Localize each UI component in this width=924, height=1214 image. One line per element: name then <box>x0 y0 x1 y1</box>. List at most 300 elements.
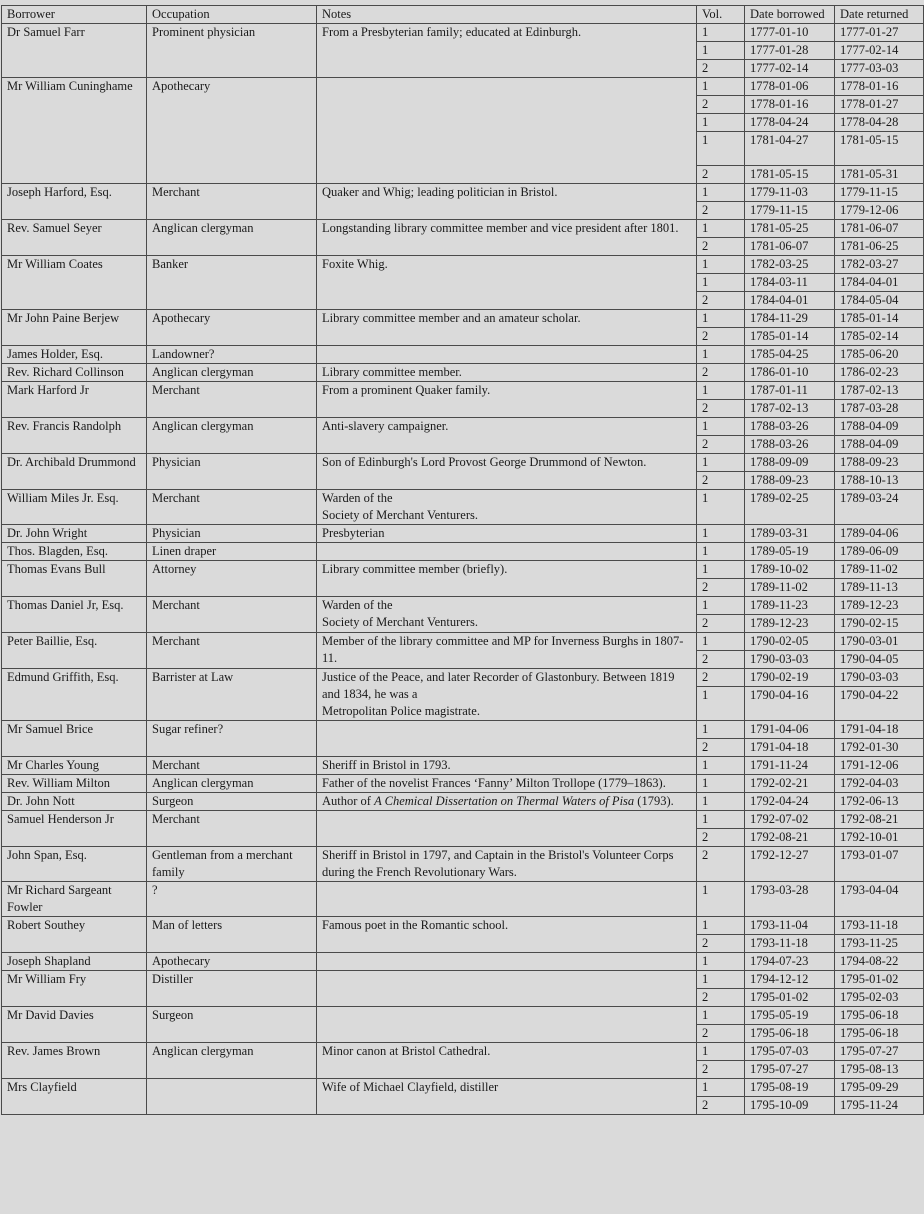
returned-value: 1795-07-27 <box>840 1044 899 1058</box>
borrowed-cell <box>745 310 835 346</box>
notes-cell: Anti-slavery campaigner. <box>317 418 697 454</box>
borrowed-value: 1781-05-25 <box>750 221 809 235</box>
borrowed-cell <box>745 917 835 953</box>
borrowed-value: 1779-11-03 <box>750 185 808 199</box>
vol-cell <box>697 418 745 454</box>
borrowed-value: 1777-01-28 <box>745 41 834 59</box>
returned-value: 1777-01-27 <box>840 25 899 39</box>
borrowed-list <box>745 811 834 846</box>
vol-value: 2 <box>697 95 744 113</box>
table-row <box>2 793 924 811</box>
returned-cell <box>835 633 924 669</box>
returned-list <box>835 669 923 720</box>
borrowed-value: 1792-08-21 <box>745 828 834 846</box>
vol-cell <box>697 310 745 346</box>
borrowed-cell: 1794-07-23 <box>745 953 835 971</box>
vol-value: 1 <box>697 113 744 131</box>
vol-cell <box>697 1007 745 1043</box>
returned-list <box>835 917 923 952</box>
borrower-cell: Mr William Coates <box>2 256 147 310</box>
returned-value: 1782-03-27 <box>840 257 899 271</box>
returned-value: 1777-02-14 <box>835 41 923 59</box>
borrower-cell: James Holder, Esq. <box>2 346 147 364</box>
notes-cell: Justice of the Peace, and later Recorder of Glastonbury. Between 1819 and 1834, he was a Metropolitan Police magistrate. <box>317 669 697 721</box>
table-row <box>2 78 924 184</box>
table-row <box>2 917 924 953</box>
borrowed-cell <box>745 382 835 418</box>
vol-cell <box>697 1043 745 1079</box>
occupation-cell: Surgeon <box>147 793 317 811</box>
borrower-cell: Dr. John Nott <box>2 793 147 811</box>
returned-value: 1792-08-21 <box>840 812 899 826</box>
borrowed-value: 1781-05-15 <box>745 165 834 183</box>
borrowed-cell <box>745 971 835 1007</box>
returned-value: 1789-11-13 <box>835 578 923 596</box>
vol-cell: 2 <box>697 847 745 882</box>
vol-value: 2 <box>697 578 744 596</box>
borrowed-value: 1784-03-11 <box>745 273 834 291</box>
vol-cell <box>697 256 745 310</box>
occupation-cell: Apothecary <box>147 953 317 971</box>
header-date-borrowed: Date borrowed <box>745 6 835 24</box>
notes-cell <box>317 953 697 971</box>
borrowed-list <box>745 310 834 345</box>
borrowed-value: 1782-03-25 <box>750 257 809 271</box>
header-occupation: Occupation <box>147 6 317 24</box>
vol-value: 1 <box>697 41 744 59</box>
returned-cell: 1789-03-24 <box>835 490 924 525</box>
vol-list <box>697 597 744 632</box>
returned-cell: 1793-04-04 <box>835 882 924 917</box>
table-row <box>2 847 924 882</box>
vol-cell <box>697 382 745 418</box>
returned-value: 1795-06-18 <box>835 1024 923 1042</box>
returned-value: 1795-09-29 <box>840 1080 899 1094</box>
returned-list <box>835 24 923 77</box>
returned-cell <box>835 1079 924 1115</box>
borrowed-value: 1795-01-02 <box>745 988 834 1006</box>
borrowed-cell <box>745 669 835 721</box>
borrowed-value: 1795-10-09 <box>745 1096 834 1114</box>
vol-cell: 1 <box>697 775 745 793</box>
vol-cell: 1 <box>697 490 745 525</box>
returned-value: 1790-04-05 <box>835 650 923 668</box>
vol-list <box>697 811 744 846</box>
vol-value: 2 <box>697 1024 744 1042</box>
vol-list <box>697 1043 744 1078</box>
returned-value: 1787-02-13 <box>840 383 899 397</box>
borrowed-cell: 1789-05-19 <box>745 543 835 561</box>
vol-value: 1 <box>702 562 709 576</box>
borrowed-cell <box>745 418 835 454</box>
borrower-cell: Mr Samuel Brice <box>2 721 147 757</box>
notes-cell: Sheriff in Bristol in 1797, and Captain in the Bristol's Volunteer Corps during the French Revolutionary Wars. <box>317 847 697 882</box>
borrowed-value: 1781-06-07 <box>745 237 834 255</box>
borrowed-value: 1789-11-23 <box>750 598 808 612</box>
borrower-cell: Mr William Cuninghame <box>2 78 147 184</box>
returned-list <box>835 597 923 632</box>
header-borrower: Borrower <box>2 6 147 24</box>
returned-list <box>835 721 923 756</box>
returned-value: 1788-04-09 <box>835 435 923 453</box>
borrowed-value: 1778-04-24 <box>745 113 834 131</box>
borrowed-value: 1790-02-05 <box>750 634 809 648</box>
returned-cell <box>835 917 924 953</box>
vol-cell: 1 <box>697 525 745 543</box>
returned-value: 1781-06-25 <box>835 237 923 255</box>
occupation-cell: Merchant <box>147 811 317 847</box>
vol-value: 1 <box>702 1080 709 1094</box>
borrowed-value: 1779-11-15 <box>745 201 834 219</box>
vol-value: 2 <box>697 165 744 183</box>
table-row <box>2 24 924 78</box>
occupation-cell: Merchant <box>147 633 317 669</box>
borrower-cell: Joseph Harford, Esq. <box>2 184 147 220</box>
returned-list <box>835 256 923 309</box>
borrowed-value: 1784-04-01 <box>745 291 834 309</box>
occupation-cell: Barrister at Law <box>147 669 317 721</box>
returned-cell <box>835 184 924 220</box>
borrowed-value: 1778-01-16 <box>745 95 834 113</box>
table-row <box>2 525 924 543</box>
notes-cell: Warden of the Society of Merchant Venturers. <box>317 597 697 633</box>
borrowed-value: 1795-07-27 <box>745 1060 834 1078</box>
returned-cell <box>835 1043 924 1079</box>
occupation-cell: Anglican clergyman <box>147 220 317 256</box>
returned-value: 1792-01-30 <box>835 738 923 756</box>
borrower-cell: Mr David Davies <box>2 1007 147 1043</box>
vol-value: 1 <box>702 598 709 612</box>
returned-value: 1795-02-03 <box>835 988 923 1006</box>
returned-list <box>835 811 923 846</box>
borrowed-cell: 1792-04-24 <box>745 793 835 811</box>
returned-value: 1778-04-28 <box>835 113 923 131</box>
notes-cell: Wife of Michael Clayfield, distiller <box>317 1079 697 1115</box>
table-row <box>2 490 924 525</box>
vol-cell <box>697 597 745 633</box>
borrowed-list <box>745 184 834 219</box>
vol-list <box>697 256 744 309</box>
vol-value: 2 <box>697 650 744 668</box>
notes-cell: Library committee member. <box>317 364 697 382</box>
vol-cell <box>697 721 745 757</box>
returned-cell <box>835 220 924 256</box>
vol-cell <box>697 184 745 220</box>
notes-cell: Library committee member (briefly). <box>317 561 697 597</box>
vol-value: 2 <box>697 738 744 756</box>
returned-value: 1790-03-01 <box>840 634 899 648</box>
returned-list <box>835 310 923 345</box>
vol-list <box>697 24 744 77</box>
borrowed-value: 1790-04-16 <box>745 686 834 720</box>
borrowed-value: 1789-11-02 <box>745 578 834 596</box>
returned-cell <box>835 310 924 346</box>
occupation-cell: ? <box>147 882 317 917</box>
returned-cell <box>835 811 924 847</box>
returned-value: 1790-04-22 <box>835 686 923 720</box>
returned-cell <box>835 1007 924 1043</box>
borrowed-list <box>745 78 834 183</box>
vol-value: 2 <box>697 471 744 489</box>
returned-cell <box>835 24 924 78</box>
borrowed-list <box>745 382 834 417</box>
notes-cell <box>317 971 697 1007</box>
vol-list <box>697 220 744 255</box>
returned-list <box>835 971 923 1006</box>
returned-value: 1790-02-15 <box>835 614 923 632</box>
table-row <box>2 310 924 346</box>
borrowed-value: 1777-02-14 <box>745 59 834 77</box>
returned-list <box>835 78 923 183</box>
vol-value: 2 <box>702 670 709 684</box>
returned-list <box>835 418 923 453</box>
returned-value: 1789-11-02 <box>840 562 898 576</box>
occupation-cell: Merchant <box>147 184 317 220</box>
vol-list <box>697 917 744 952</box>
returned-list <box>835 382 923 417</box>
borrower-cell: Rev. Francis Randolph <box>2 418 147 454</box>
notes-cell: Minor canon at Bristol Cathedral. <box>317 1043 697 1079</box>
notes-cell <box>317 793 697 811</box>
borrowed-cell: 1793-03-28 <box>745 882 835 917</box>
table-row <box>2 364 924 382</box>
borrower-cell: Rev. Samuel Seyer <box>2 220 147 256</box>
borrowed-cell: 1791-11-24 <box>745 757 835 775</box>
vol-cell: 1 <box>697 543 745 561</box>
table-row <box>2 418 924 454</box>
borrower-cell: Thos. Blagden, Esq. <box>2 543 147 561</box>
table-row <box>2 757 924 775</box>
returned-value: 1785-01-14 <box>840 311 899 325</box>
borrowed-cell <box>745 1043 835 1079</box>
returned-cell: 1791-12-06 <box>835 757 924 775</box>
occupation-cell: Linen draper <box>147 543 317 561</box>
borrowed-value: 1778-01-06 <box>750 79 809 93</box>
borrower-cell: John Span, Esq. <box>2 847 147 882</box>
returned-value: 1788-10-13 <box>835 471 923 489</box>
borrowed-cell <box>745 1079 835 1115</box>
vol-list <box>697 721 744 756</box>
vol-value: 1 <box>702 722 709 736</box>
borrowed-cell: 1789-02-25 <box>745 490 835 525</box>
borrowed-value: 1794-12-12 <box>750 972 809 986</box>
borrowed-list <box>745 1079 834 1114</box>
borrowed-value: 1781-04-27 <box>745 131 834 165</box>
vol-value: 1 <box>702 257 709 271</box>
returned-cell: 1785-06-20 <box>835 346 924 364</box>
borrowed-value: 1791-04-18 <box>745 738 834 756</box>
occupation-cell: Banker <box>147 256 317 310</box>
notes-cell: From a Presbyterian family; educated at Edinburgh. <box>317 24 697 78</box>
returned-list <box>835 1043 923 1078</box>
borrowed-list <box>745 597 834 632</box>
returned-value: 1781-06-07 <box>840 221 899 235</box>
occupation-cell: Anglican clergyman <box>147 364 317 382</box>
returned-value: 1788-09-23 <box>840 455 899 469</box>
vol-value: 1 <box>702 972 709 986</box>
notes-cell: Quaker and Whig; leading politician in Bristol. <box>317 184 697 220</box>
vol-value: 2 <box>697 59 744 77</box>
borrowed-cell <box>745 24 835 78</box>
borrowed-cell <box>745 811 835 847</box>
table-row <box>2 633 924 669</box>
borrowed-value: 1792-07-02 <box>750 812 809 826</box>
borrowed-list <box>745 1007 834 1042</box>
returned-value: 1778-01-27 <box>835 95 923 113</box>
borrower-cell: Thomas Evans Bull <box>2 561 147 597</box>
vol-value: 1 <box>702 79 709 93</box>
borrower-cell: Rev. James Brown <box>2 1043 147 1079</box>
occupation-cell: Distiller <box>147 971 317 1007</box>
vol-value: 2 <box>697 988 744 1006</box>
vol-value: 2 <box>697 291 744 309</box>
returned-value: 1784-05-04 <box>835 291 923 309</box>
vol-cell: 1 <box>697 757 745 775</box>
returned-list <box>835 454 923 489</box>
vol-cell: 2 <box>697 364 745 382</box>
notes-cell: Foxite Whig. <box>317 256 697 310</box>
borrowed-cell: 1785-04-25 <box>745 346 835 364</box>
vol-value: 2 <box>697 614 744 632</box>
table-row <box>2 543 924 561</box>
table-row <box>2 971 924 1007</box>
borrowed-value: 1790-02-19 <box>750 670 809 684</box>
borrower-cell: Thomas Daniel Jr, Esq. <box>2 597 147 633</box>
returned-cell <box>835 418 924 454</box>
borrowed-cell <box>745 721 835 757</box>
occupation-cell: Merchant <box>147 382 317 418</box>
occupation-cell: Surgeon <box>147 1007 317 1043</box>
notes-cell <box>317 721 697 757</box>
returned-cell <box>835 78 924 184</box>
vol-cell <box>697 24 745 78</box>
borrowed-value: 1788-09-23 <box>745 471 834 489</box>
notes-cell: Presbyterian <box>317 525 697 543</box>
table-row <box>2 256 924 310</box>
vol-value: 1 <box>702 419 709 433</box>
occupation-cell: Prominent physician <box>147 24 317 78</box>
header-row <box>2 6 924 24</box>
returned-value: 1792-10-01 <box>835 828 923 846</box>
borrower-cell: Mr Richard Sargeant Fowler <box>2 882 147 917</box>
returned-list <box>835 220 923 255</box>
borrowed-cell: 1792-02-21 <box>745 775 835 793</box>
borrower-cell: Mr John Paine Berjew <box>2 310 147 346</box>
returned-value: 1778-01-16 <box>840 79 899 93</box>
returned-cell: 1794-08-22 <box>835 953 924 971</box>
returned-value: 1793-11-25 <box>835 934 923 952</box>
borrower-cell: Rev. Richard Collinson <box>2 364 147 382</box>
notes-text: Author of <box>322 794 375 808</box>
returned-value: 1791-04-18 <box>840 722 899 736</box>
returned-cell: 1793-01-07 <box>835 847 924 882</box>
occupation-cell: Anglican clergyman <box>147 1043 317 1079</box>
vol-value: 1 <box>702 383 709 397</box>
vol-cell <box>697 669 745 721</box>
table-row <box>2 220 924 256</box>
table-row <box>2 1079 924 1115</box>
borrower-cell: Samuel Henderson Jr <box>2 811 147 847</box>
table-row <box>2 597 924 633</box>
borrowed-cell: 1792-12-27 <box>745 847 835 882</box>
vol-value: 2 <box>697 399 744 417</box>
borrowed-cell <box>745 256 835 310</box>
notes-text: (1793). <box>634 794 674 808</box>
occupation-cell: Man of letters <box>147 917 317 953</box>
header-notes: Notes <box>317 6 697 24</box>
vol-list <box>697 382 744 417</box>
occupation-cell: Anglican clergyman <box>147 418 317 454</box>
borrowed-value: 1795-05-19 <box>750 1008 809 1022</box>
borrowed-cell: 1789-03-31 <box>745 525 835 543</box>
table-row <box>2 811 924 847</box>
borrower-cell: Mark Harford Jr <box>2 382 147 418</box>
vol-value: 1 <box>702 1008 709 1022</box>
vol-value: 2 <box>697 1096 744 1114</box>
notes-cell <box>317 78 697 184</box>
borrowed-cell <box>745 561 835 597</box>
borrowed-list <box>745 24 834 77</box>
occupation-cell: Gentleman from a merchant family <box>147 847 317 882</box>
vol-cell: 1 <box>697 793 745 811</box>
vol-cell <box>697 1079 745 1115</box>
returned-cell <box>835 561 924 597</box>
borrowed-list <box>745 418 834 453</box>
vol-cell: 1 <box>697 346 745 364</box>
borrowed-value: 1795-06-18 <box>745 1024 834 1042</box>
vol-value: 1 <box>702 918 709 932</box>
returned-value: 1779-12-06 <box>835 201 923 219</box>
returned-cell <box>835 256 924 310</box>
vol-cell <box>697 917 745 953</box>
notes-cell <box>317 811 697 847</box>
header-date-returned: Date returned <box>835 6 924 24</box>
vol-value: 2 <box>697 934 744 952</box>
returned-value: 1795-08-13 <box>835 1060 923 1078</box>
returned-cell: 1789-04-06 <box>835 525 924 543</box>
table-row <box>2 561 924 597</box>
vol-cell <box>697 454 745 490</box>
vol-value: 2 <box>697 435 744 453</box>
notes-cell: Library committee member and an amateur scholar. <box>317 310 697 346</box>
returned-cell: 1792-06-13 <box>835 793 924 811</box>
vol-value: 1 <box>702 25 709 39</box>
borrower-cell: Joseph Shapland <box>2 953 147 971</box>
borrowed-list <box>745 971 834 1006</box>
borrowed-cell <box>745 184 835 220</box>
borrower-cell: Rev. William Milton <box>2 775 147 793</box>
borrowed-value: 1777-01-10 <box>750 25 809 39</box>
returned-list <box>835 561 923 596</box>
returned-value: 1795-11-24 <box>835 1096 923 1114</box>
borrowed-list <box>745 633 834 668</box>
occupation-cell: Landowner? <box>147 346 317 364</box>
vol-cell <box>697 971 745 1007</box>
vol-value: 2 <box>697 327 744 345</box>
vol-list <box>697 454 744 489</box>
occupation-cell: Apothecary <box>147 78 317 184</box>
notes-cell: Member of the library committee and MP for Inverness Burghs in 1807-11. <box>317 633 697 669</box>
returned-value: 1795-01-02 <box>840 972 899 986</box>
borrowed-list <box>745 917 834 952</box>
table-row <box>2 775 924 793</box>
borrowed-list <box>745 721 834 756</box>
returned-value: 1787-03-28 <box>835 399 923 417</box>
vol-value: 2 <box>697 828 744 846</box>
vol-cell <box>697 561 745 597</box>
returned-cell <box>835 454 924 490</box>
returned-value: 1788-04-09 <box>840 419 899 433</box>
